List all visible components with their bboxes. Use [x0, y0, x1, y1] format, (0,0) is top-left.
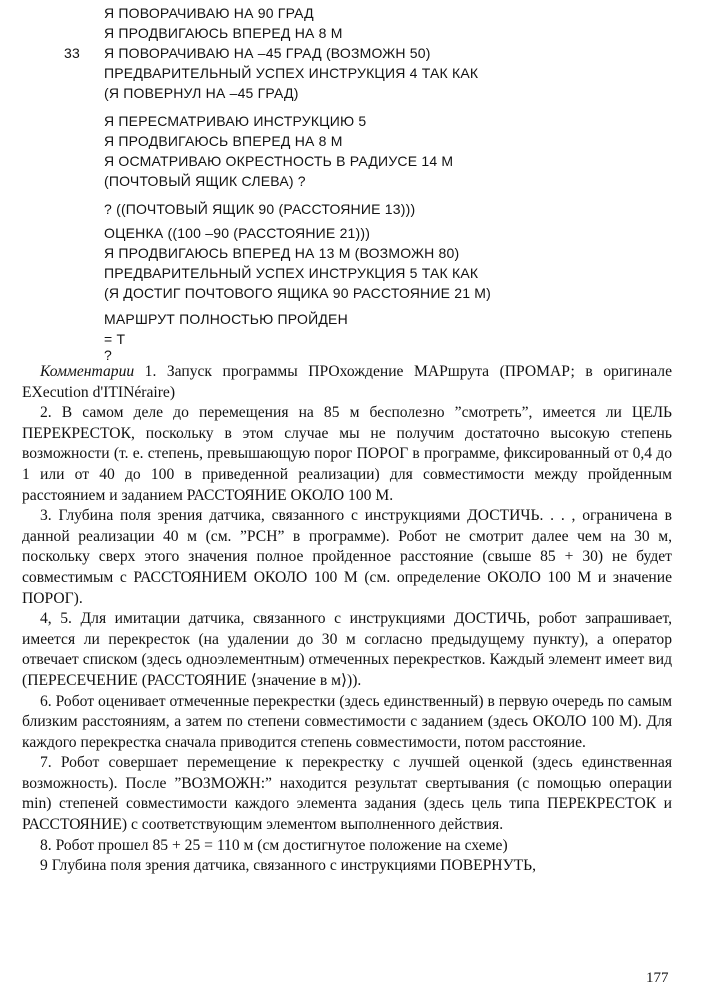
listing-line: (Я ПОВЕРНУЛ НА –45 ГРАД): [104, 85, 299, 101]
listing-line-number: 33: [64, 45, 80, 61]
listing-line: ПРЕДВАРИТЕЛЬНЫЙ УСПЕХ ИНСТРУКЦИЯ 5 ТАК КАК: [104, 265, 479, 281]
comment-paragraph: 2. В самом деле до перемещения на 85 м бесполезно ”смотреть”, имеется ли ЦЕЛЬ ПЕРЕКРЕСТОК, поскольку в этом случае мы не получим достаточно высокую степень возможности (т. е. степень, превышающую порог ПОРОГ в программе, фиксированный от 0,4 до 1 или от 40 до 100 в приведенной реализации) для совместимости между пройденным расстоянием и заданием РАССТОЯНИЕ ОКОЛО 100 М.: [22, 404, 672, 504]
comment-paragraph: 7. Робот совершает перемещение к перекрестку с лучшей оценкой (здесь единственная возможность). После ”ВОЗМОЖН:” находится результат свертывания (с помощью операции min) степеней совместимости каждого элемента задания (здесь цель типа ПЕРЕКРЕСТОК и РАССТОЯНИЕ) с соответствующим элементом выполненного действия.: [22, 754, 672, 834]
listing-line: (ПОЧТОВЫЙ ЯЩИК СЛЕВА) ?: [104, 173, 306, 189]
comment-paragraph: 3. Глубина поля зрения датчика, связанного с инструкциями ДОСТИЧЬ. . . , ограничена в данной реализации 40 м (см. ”РСН” в программе). Робот не смотрит далее чем на 30 м, поскольку сверх этого значения полное пройденное расстояние (свыше 85 + 30) не будет совместимым с РАССТОЯНИЕМ ОКОЛО 100 М (см. определение ОКОЛО 100 М и значение ПОРОГ).: [22, 507, 672, 607]
comments-heading: Комментарии: [40, 363, 135, 380]
comment-paragraph: 8. Робот прошел 85 + 25 = 110 м (см достигнутое положение на схеме): [40, 836, 508, 854]
comment-paragraph: 6. Робот оценивает отмеченные перекрестки (здесь единственный) в первую очередь по самым близким расстояниям, а затем по степени совместимости с заданием (здесь ОКОЛО 100 М). Для каждого перекрестка сначала приводится степень совместимости, потом расстояние.: [22, 692, 672, 751]
listing-line: Я ПРОДВИГАЮСЬ ВПЕРЕД НА 13 М (ВОЗМОЖН 80): [104, 245, 460, 261]
listing-line: МАРШРУТ ПОЛНОСТЬЮ ПРОЙДЕН: [104, 311, 348, 327]
listing-line: Я ПОВОРАЧИВАЮ НА 90 ГРАД: [104, 5, 314, 21]
comment-paragraph: 9 Глубина поля зрения датчика, связанного с инструкциями ПОВЕРНУТЬ,: [40, 857, 536, 875]
listing-line: Я ПОВОРАЧИВАЮ НА –45 ГРАД (ВОЗМОЖН 50): [104, 45, 431, 61]
listing-line: ?: [104, 347, 112, 363]
listing-line: Я ОСМАТРИВАЮ ОКРЕСТНОСТЬ В РАДИУСЕ 14 М: [104, 153, 454, 169]
listing-line: ОЦЕНКА ((100 –90 (РАССТОЯНИЕ 21))): [104, 225, 371, 241]
comments-section: [22, 362, 672, 877]
listing-line: (Я ДОСТИГ ПОЧТОВОГО ЯЩИКА 90 РАССТОЯНИЕ 21 М): [104, 285, 492, 301]
listing-line: ? ((ПОЧТОВЫЙ ЯЩИК 90 (РАССТОЯНИЕ 13))): [104, 201, 416, 217]
comment-paragraph: 4, 5. Для имитации датчика, связанного с инструкциями ДОСТИЧЬ, робот запрашивает, имеется ли перекресток (на удалении до 30 м согласно предыдущему пункту), а оператор отвечает списком (здесь одноэлементным) отмеченных перекрестков. Каждый элемент имеет вид (ПЕРЕСЕЧЕНИЕ (РАССТОЯНИЕ ⟨значение в м⟩)).: [22, 610, 672, 689]
listing-line: Я ПРОДВИГАЮСЬ ВПЕРЕД НА 8 М: [104, 133, 343, 149]
comment-paragraph: [22, 362, 672, 403]
listing-line: Я ПЕРЕСМАТРИВАЮ ИНСТРУКЦИЮ 5: [104, 113, 367, 129]
comment-text: 1. Запуск программы ПРОхождение МАРшрута (ПРОМАР; в оригинале EXecution d'ITINéraire): [22, 363, 672, 401]
listing-line: Я ПРОДВИГАЮСЬ ВПЕРЕД НА 8 М: [104, 25, 343, 41]
page-number: 177: [646, 970, 669, 986]
listing-line: = Т: [104, 331, 126, 347]
listing-line: ПРЕДВАРИТЕЛЬНЫЙ УСПЕХ ИНСТРУКЦИЯ 4 ТАК КАК: [104, 65, 479, 81]
